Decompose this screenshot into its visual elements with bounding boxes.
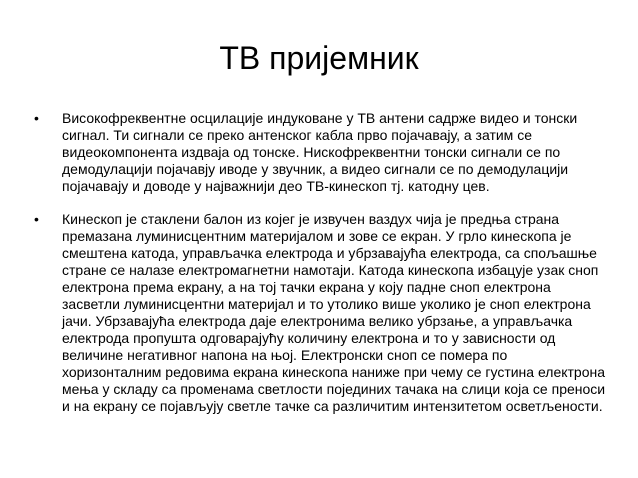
slide-title: ТВ пријемник: [219, 40, 419, 76]
bullet-text: Кинескоп је стаклени балон из којег је извучен ваздух чија је предња страна премазана луминисцентним материјалом и зове се екран. У грло кинескопа је смештена катода, управљачка електрода и убрзавајућа електрода, са спољашње стране се налазе електромагнетни намотаји. Катода кинескопа избацује узак сноп електрона према екрану, а на тој тачки екрана у коју падне сноп електрона засветли луминисцентни материјал и то утолико више уколико је сноп електрона јачи. Убрзавајућа електрода даје електронима велико убрзање, а управљачка електрода пропушта одговарајућу количину електрона и то у зависности од величине негативног напона на њој. Електронски сноп се помера по хоризонталним редовима екрана кинескопа наниже при чему се густина електрона мења у складу са променама светлости појединих тачака на слици која се преноси и на екрану се појављују светле тачке са различитим интензитетом осветљености.: [62, 211, 606, 414]
bullet-dot-icon: •: [34, 110, 39, 126]
bullet-item: [34, 110, 606, 195]
bullet-item: [34, 211, 606, 415]
bullet-text: Високофреквентне осцилације индуковане у ТВ антени садрже видео и тонски сигнал. Ти сигнали се преко антенског кабла прво појачавају, а затим се видеокомпонента издваја од тонске. Нискофреквентни тонски сигнали се по демодулацији појачавју иводе у звучник, а видео сигнали се по демодулацији појачавају и доводе у најважнији део ТВ-кинескоп тј. катодну цев.: [62, 110, 578, 194]
bullet-list: [34, 110, 606, 431]
bullet-dot-icon: •: [34, 211, 39, 227]
